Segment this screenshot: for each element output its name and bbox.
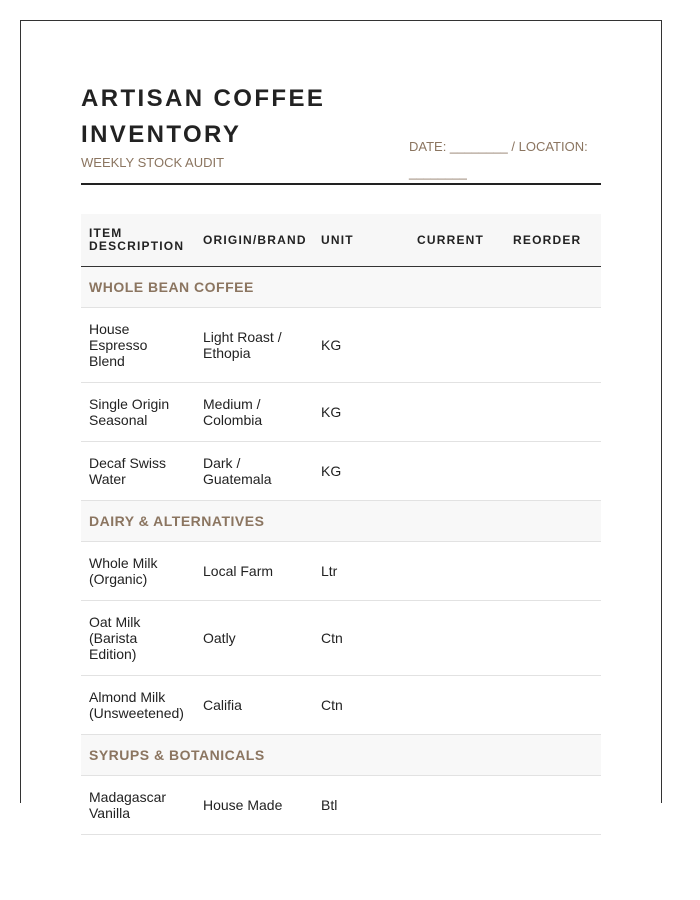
item-description: Oat Milk (Barista Edition): [81, 601, 195, 676]
item-current[interactable]: [409, 308, 505, 383]
item-reorder[interactable]: [505, 383, 601, 442]
item-origin: Local Farm: [195, 542, 313, 601]
item-reorder[interactable]: [505, 542, 601, 601]
header-current: CURRENT: [409, 214, 505, 267]
item-reorder[interactable]: [505, 601, 601, 676]
item-origin: Light Roast / Ethopia: [195, 308, 313, 383]
item-current[interactable]: [409, 383, 505, 442]
table-row: [81, 383, 601, 442]
item-origin: Oatly: [195, 601, 313, 676]
table-header: [81, 214, 601, 267]
header-row: [81, 214, 601, 267]
section-row: [81, 267, 601, 308]
table-row: [81, 776, 601, 835]
item-unit: Btl: [313, 776, 409, 835]
header-reorder: REORDER: [505, 214, 601, 267]
item-description: Whole Milk (Organic): [81, 542, 195, 601]
table-row: [81, 601, 601, 676]
table-row: [81, 542, 601, 601]
item-description: Almond Milk (Unsweetened): [81, 676, 195, 735]
section-label: SYRUPS & BOTANICALS: [81, 735, 601, 776]
item-origin: Medium / Colombia: [195, 383, 313, 442]
item-description: Single Origin Seasonal: [81, 383, 195, 442]
document-title: ARTISAN COFFEE INVENTORY: [81, 85, 326, 148]
item-reorder[interactable]: [505, 776, 601, 835]
item-description: House Espresso Blend: [81, 308, 195, 383]
section-row: [81, 735, 601, 776]
item-unit: Ltr: [313, 542, 409, 601]
item-current[interactable]: [409, 542, 505, 601]
document-subtitle: WEEKLY STOCK AUDIT: [81, 155, 225, 170]
inventory-table-wrapper: [81, 214, 601, 835]
item-unit: Ctn: [313, 676, 409, 735]
item-unit: KG: [313, 383, 409, 442]
table-row: [81, 442, 601, 501]
item-description: Decaf Swiss Water: [81, 442, 195, 501]
inventory-table: [81, 214, 601, 835]
item-current[interactable]: [409, 601, 505, 676]
document-header: [81, 81, 601, 185]
section-label: WHOLE BEAN COFFEE: [81, 267, 601, 308]
item-unit: KG: [313, 308, 409, 383]
header-unit: UNIT: [313, 214, 409, 267]
item-unit: Ctn: [313, 601, 409, 676]
table-row: [81, 308, 601, 383]
item-current[interactable]: [409, 676, 505, 735]
header-origin-brand: ORIGIN/BRAND: [195, 214, 313, 267]
table-row: [81, 676, 601, 735]
item-current[interactable]: [409, 442, 505, 501]
section-label: DAIRY & ALTERNATIVES: [81, 501, 601, 542]
item-origin: House Made: [195, 776, 313, 835]
item-unit: KG: [313, 442, 409, 501]
item-current[interactable]: [409, 776, 505, 835]
item-reorder[interactable]: [505, 442, 601, 501]
date-location-line: DATE: ________ / LOCATION: ________: [409, 139, 588, 180]
section-row: [81, 501, 601, 542]
item-reorder[interactable]: [505, 308, 601, 383]
item-description: Madagascar Vanilla: [81, 776, 195, 835]
table-body: [81, 267, 601, 835]
item-origin: Dark / Guatemala: [195, 442, 313, 501]
item-origin: Califia: [195, 676, 313, 735]
inventory-sheet: [20, 20, 662, 821]
item-reorder[interactable]: [505, 676, 601, 735]
header-item-description: ITEM DESCRIPTION: [81, 214, 195, 267]
